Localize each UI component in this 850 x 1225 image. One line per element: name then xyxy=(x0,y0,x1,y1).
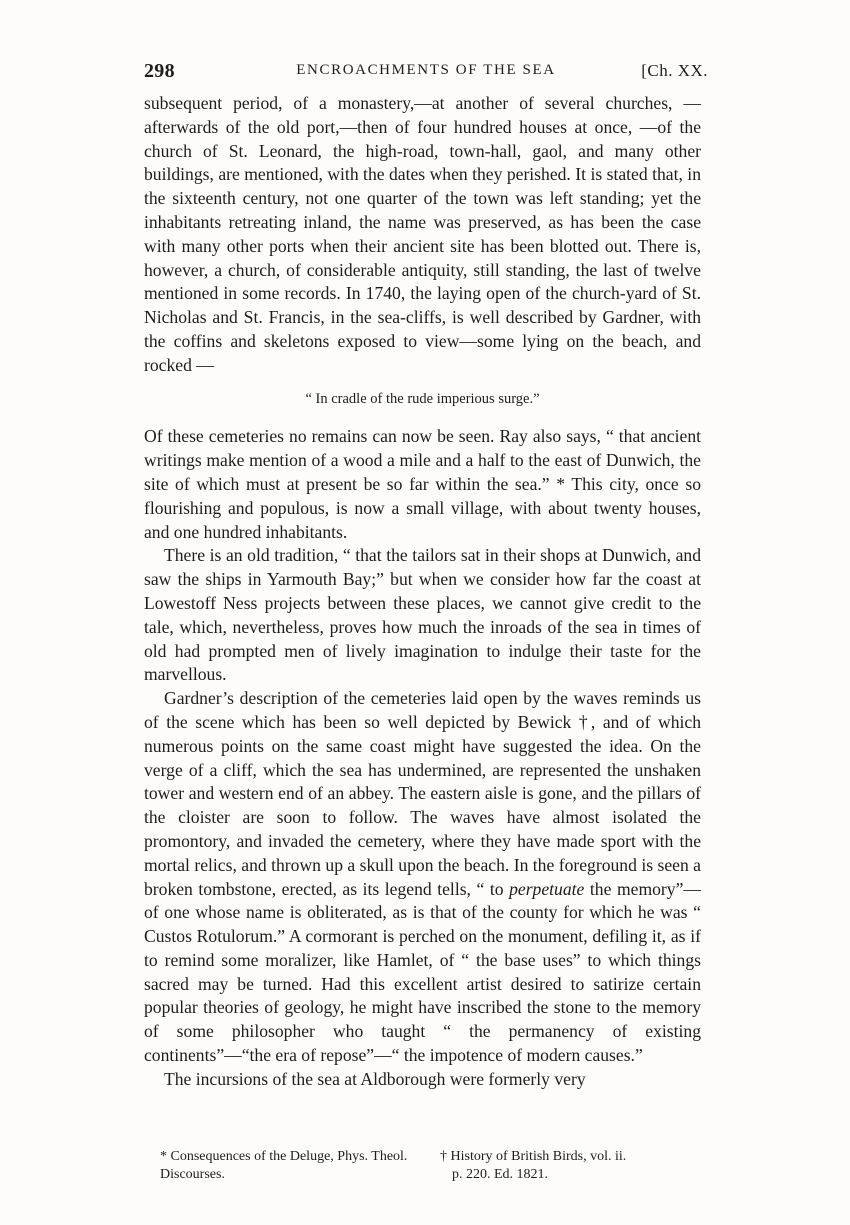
paragraph-5: The incursions of the sea at Aldborough were formerly very xyxy=(164,1068,586,1089)
page-header xyxy=(144,60,708,88)
footnote-dagger-line-2: p. 220. Ed. 1821. xyxy=(452,1167,549,1182)
footnote-dagger-line-1: † History of British Birds, vol. ii. xyxy=(440,1149,627,1164)
paragraph-4-part-b: the memory”—of one whose name is obliterated, as is that of the county for which he was “ Custos Rotulorum.” A cormorant is perched on the monument, defiling it, as if to remind some moralizer, like Hamlet, of “ the base uses” to which things sacred may be turned. Had this excellent artist desired to satirize certain popular theories of geology, he might have inscribed the stone to the memory of some philosopher who taught “ the permanency of existing continents”—“the era of repose”—“ the impotence of modern causes.” xyxy=(144,878,701,1066)
paragraph-1: subsequent period, of a monastery,—at another of several churches, —afterwards of the old port,—then of four hundred houses at once, —of the church of St. Leonard, the high-road, town-hall, gaol, and many other buildings, are mentioned, with the dates when they perished. It is stated that, in the sixteenth century, not one quarter of the town was left standing; yet the inhabitants retreating inland, the name was preserved, as has been the case with many other ports when their ancient site has been blotted out. There is, however, a church, of considerable antiquity, still standing, the last of twelve mentioned in some records. In 1740, the laying open of the church-yard of St. Nicholas and St. Francis, in the sea-cliffs, is well described by Gardner, with the coffins and skeletons exposed to view—some lying on the beach, and rocked — xyxy=(144,93,701,375)
paragraph-4-part-a: Gardner’s description of the cemeteries laid open by the waves reminds us of the scene which has been so well depicted by Bewick †, and of which numerous points on the same coast might have suggested the idea. On the verge of a cliff, which the sea has undermined, are represented the unshaken tower and western end of an abbey. The eastern aisle is gone, and the pillars of the cloister are soon to follow. The waves have almost isolated the promontory, and invaded the cemetery, where they have made sport with the mortal relics, and thrown up a skull upon the beach. In the foreground is seen a broken tombstone, erected, as its legend tells, “ to xyxy=(144,688,701,899)
body-text xyxy=(144,92,701,1092)
chapter-label: [Ch. XX. xyxy=(641,61,708,80)
footnote-asterisk: * Consequences of the Deluge, Phys. Theol. Discourses. xyxy=(160,1149,408,1182)
page-number: 298 xyxy=(144,60,175,82)
running-title: ENCROACHMENTS OF THE SEA xyxy=(296,62,556,78)
paragraph-2: Of these cemeteries no remains can now be seen. Ray also says, “ that ancient writings make mention of a wood a mile and a half to the east of Dunwich, the site of which must at present be so far within the sea.” * This city, once so flourishing and populous, is now a small village, with about twenty houses, and one hundred inhabitants. xyxy=(144,426,701,542)
paragraph-4-italic: perpetuate xyxy=(509,878,585,899)
footnote-dagger xyxy=(440,1148,708,1184)
paragraph-3: There is an old tradition, “ that the tailors sat in their shops at Dunwich, and saw the ships in Yarmouth Bay;” but when we consider how far the coast at Lowestoff Ness projects between these places, we cannot give credit to the tale, which, nevertheless, proves how much the inroads of the sea in times of old had prompted men of lively imagination to indulge their taste for the marvellous. xyxy=(144,545,701,685)
paragraph-4 xyxy=(144,687,701,1068)
verse-quote: “ In cradle of the rude imperious surge.” xyxy=(305,390,540,407)
